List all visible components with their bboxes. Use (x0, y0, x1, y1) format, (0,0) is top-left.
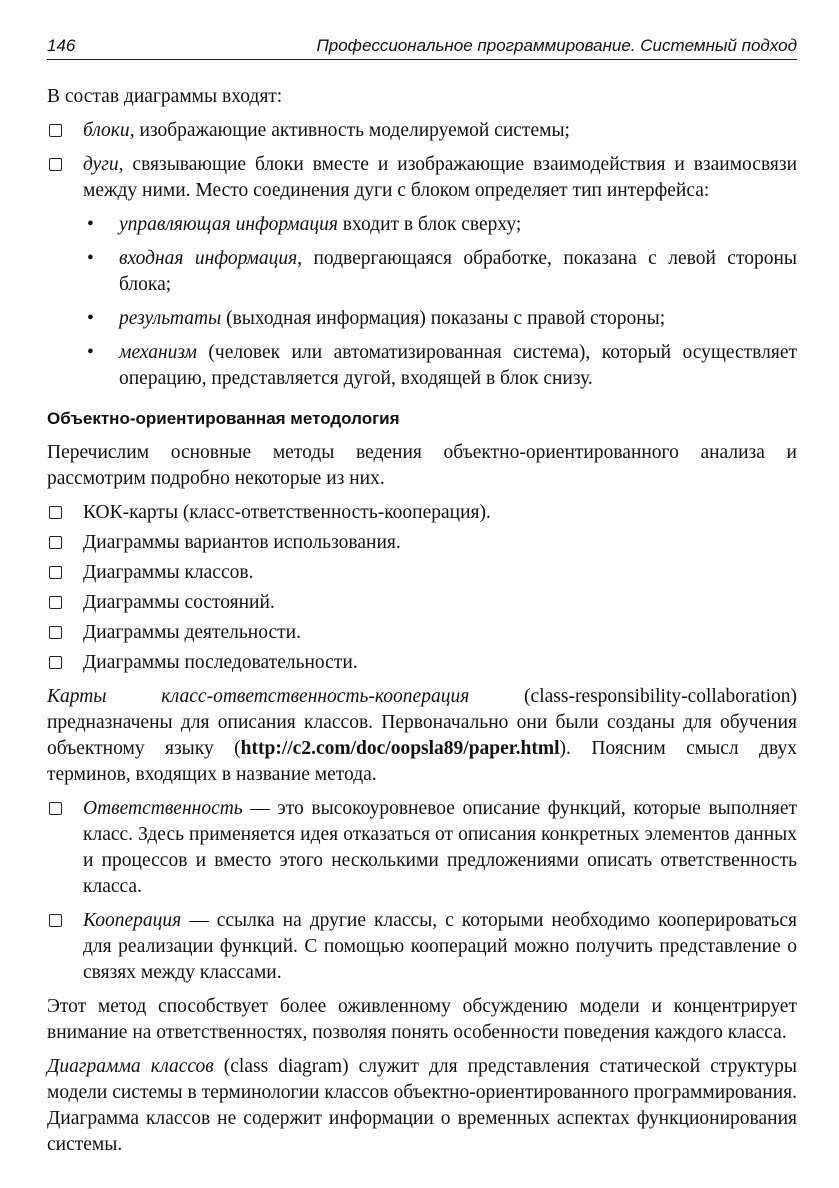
section-heading: Объектно-ориентированная методология (47, 409, 400, 428)
page-number: 146 (47, 36, 76, 55)
list-item (47, 152, 797, 392)
list-item (47, 908, 797, 986)
list-item: Диаграммы состояний. (47, 590, 797, 616)
item-text: (выходная информация) показаны с правой стороны; (221, 308, 666, 329)
class-diagram-paragraph (47, 1054, 797, 1158)
crc-paragraph (47, 684, 797, 788)
paragraph-text: (class diagram) служит для представления статической структуры модели системы в терминологии классов объектно-ориентированного программирования. Диаграмма классов не содержит информации о временных аспектах функционирования системы. (47, 1056, 797, 1155)
list-item: Диаграммы вариантов использования. (47, 530, 797, 556)
item-text: , изображающие активность моделируемой системы; (129, 120, 570, 141)
item-text: — это высокоуровневое описание функций, которые выполняет класс. Здесь применяется идея отказаться от описания конкретных элементов данных и процессов и вместо этого несколькими предложениями описать ответственность класса. (83, 798, 797, 897)
diagram-components-list (47, 118, 797, 392)
term: результаты (119, 308, 222, 329)
term: дуги (83, 154, 119, 175)
term: управляющая информация (119, 214, 338, 235)
list-item: Диаграммы последовательности. (47, 650, 797, 676)
paragraph-text: (class-responsibility-collaboration) предназначены для описания классов. Первоначально они были созданы для обучения объектному языку ( (47, 686, 797, 759)
item-text: — ссылка на другие классы, с которыми необходимо кооперироваться для реализации функций. С помощью коопераций можно получить представление о связях между классами. (83, 910, 797, 983)
list-item: Диаграммы классов. (47, 560, 797, 586)
item-text: , подвергающаяся обработке, показана с левой стороны блока; (119, 248, 797, 295)
running-header (47, 36, 797, 60)
term: Ответственность (83, 798, 243, 819)
list-item: Диаграммы деятельности. (47, 620, 797, 646)
interface-types-list (83, 212, 797, 392)
methods-intro: Перечислим основные методы ведения объектно-ориентированного анализа и рассмотрим подробно некоторые из них. (47, 442, 797, 489)
term: входная информация (119, 248, 298, 269)
list-item (83, 306, 797, 332)
term: механизм (119, 342, 197, 363)
item-text: , связывающие блоки вместе и изображающие взаимодействия и взаимосвязи между ними. Место соединения дуги с блоком определяет тип интерфейса: (83, 154, 797, 201)
term: Кооперация (83, 910, 182, 931)
page-content (47, 84, 797, 1158)
paragraph-text: ). Поясним смысл двух терминов, входящих в название метода. (47, 738, 797, 785)
list-item (83, 212, 797, 238)
terms-list (47, 796, 797, 986)
list-item (47, 118, 797, 144)
term: блоки (83, 120, 130, 141)
term: Диаграмма классов (47, 1056, 214, 1077)
item-text: (человек или автоматизированная система), который осуществляет операцию, представляется дугой, входящей в блок снизу. (119, 342, 797, 389)
method-paragraph: Этот метод способствует более оживленному обсуждению модели и концентрирует внимание на ответственностях, позволяя понять особенности поведения каждого класса. (47, 996, 797, 1043)
list-item: КОК-карты (класс-ответственность-кооперация). (47, 500, 797, 526)
term: Карты класс-ответственность-кооперация (47, 686, 470, 707)
methods-list (47, 500, 797, 676)
list-item (83, 340, 797, 392)
intro-text: В состав диаграммы входят: (47, 86, 283, 107)
url-link[interactable]: http://c2.com/doc/oopsla89/paper.html (240, 738, 560, 759)
book-page (47, 36, 797, 1166)
list-item (83, 246, 797, 298)
item-text: входит в блок сверху; (337, 214, 522, 235)
running-title: Профессиональное программирование. Системный подход (316, 36, 797, 55)
list-item (47, 796, 797, 900)
